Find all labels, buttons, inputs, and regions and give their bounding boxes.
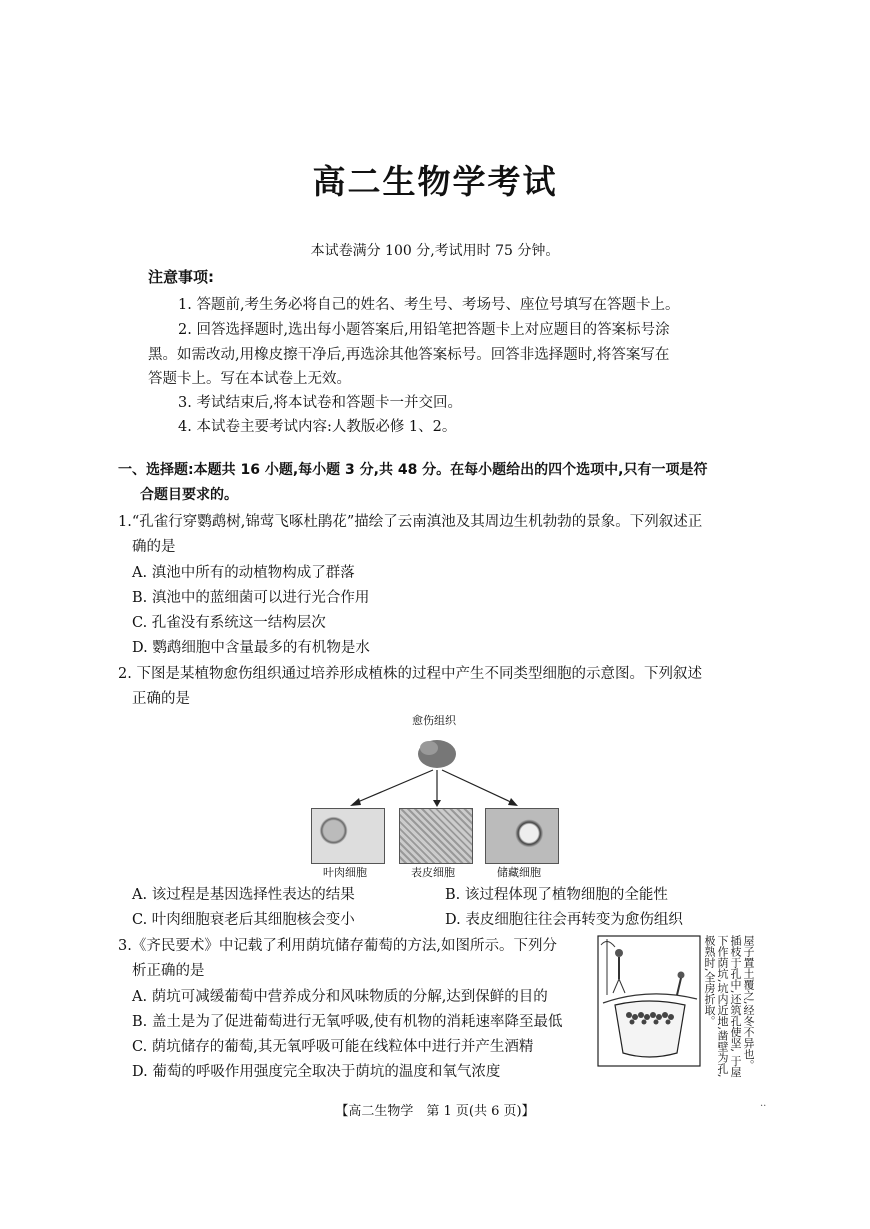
notice-item: 4. 本试卷主要考试内容:人教版必修 1、2。 [178, 419, 457, 435]
grape-pit-drawing [597, 935, 701, 1067]
q1-option-b: B. 滇池中的蓝细菌可以进行光合作用 [132, 590, 370, 606]
q3-option-a: A. 荫坑可减缓葡萄中营养成分和风味物质的分解,达到保鲜的目的 [132, 989, 548, 1005]
notice-item: 3. 考试结束后,将本试卷和答题卡一并交回。 [178, 395, 463, 411]
caption-col-1: 屋子置土覆之,经冬不异也。 [742, 935, 755, 1071]
epidermal-cell-image [399, 808, 473, 864]
arrow-to-mesophyll [353, 770, 433, 804]
figure-head-left [615, 949, 623, 957]
callus-highlight [420, 741, 438, 755]
caption-col-2: 插枝于孔中,还筑孔使坚, [729, 935, 742, 1052]
caption-col-3: 于屋下作荫坑,坑内近地,凿壁为孔, [716, 935, 742, 1078]
grape-pit-illustration [597, 935, 757, 1085]
arrow-to-storage [442, 770, 515, 804]
notice-heading: 注意事项: [148, 268, 214, 286]
callus-diagram [305, 712, 565, 880]
q2-option-b: B. 该过程体现了植物细胞的全能性 [445, 887, 668, 903]
q1-stem: 1.“孔雀行穿鹦鹉树,锦莺飞啄杜鹃花”描绘了云南滇池及其周边生机勃勃的景象。下列叙述正 [118, 514, 703, 530]
epidermal-cell-label: 表皮细胞 [411, 866, 455, 879]
q1-option-a: A. 滇池中所有的动植物构成了群落 [132, 565, 355, 581]
notice-item: 1. 答题前,考生务必将自己的姓名、考生号、考场号、座位号填写在答题卡上。 [178, 297, 680, 313]
storage-cell-label: 储藏细胞 [497, 866, 541, 879]
q1-option-d: D. 鹦鹉细胞中含量最多的有机物是水 [132, 640, 370, 656]
notice-item: 黑。如需改动,用橡皮擦干净后,再选涂其他答案标号。回答非选择题时,将答案写在 [148, 347, 670, 363]
footer-dots: .. [760, 1098, 767, 1109]
q1-option-c: C. 孔雀没有系统这一结构层次 [132, 615, 326, 631]
q2-stem: 2. 下图是某植物愈伤组织通过培养形成植株的过程中产生不同类型细胞的示意图。下列叙述 [118, 666, 702, 682]
q2-option-c: C. 叶肉细胞衰老后其细胞核会变小 [132, 912, 355, 928]
notice-item: 2. 回答选择题时,选出每小题答案后,用铅笔把答题卡上对应题目的答案标号涂 [178, 322, 670, 338]
illustration-caption [703, 935, 755, 1080]
callus-label: 愈伤组织 [412, 714, 456, 727]
notice-item: 答题卡上。写在本试卷上无效。 [148, 371, 351, 387]
figure-head-right [678, 972, 685, 979]
q1-stem-cont: 确的是 [132, 539, 176, 555]
q2-option-a: A. 该过程是基因选择性表达的结果 [132, 887, 355, 903]
q3-stem: 3.《齐民要术》中记载了利用荫坑储存葡萄的方法,如图所示。下列分 [118, 938, 557, 954]
caption-col-4: 极熟时,全房折取。 [703, 935, 716, 1027]
arrowhead-left [350, 798, 361, 806]
arrowhead-middle [433, 800, 441, 807]
storage-cell-image [485, 808, 559, 864]
section-heading: 一、选择题:本题共 16 小题,每小题 3 分,共 48 分。在每小题给出的四个选项中,只有一项是符 [118, 462, 708, 478]
arrowhead-right [508, 798, 518, 806]
exam-subtitle: 本试卷满分 100 分,考试用时 75 分钟。 [310, 243, 560, 259]
q2-stem-cont: 正确的是 [132, 691, 190, 707]
q3-option-b: B. 盖土是为了促进葡萄进行无氧呼吸,使有机物的消耗速率降至最低 [132, 1014, 563, 1030]
mesophyll-cell-label: 叶肉细胞 [323, 866, 367, 879]
exam-title: 高二生物学考试 [312, 162, 558, 201]
q3-stem-cont: 析正确的是 [132, 963, 205, 979]
q3-option-c: C. 荫坑储存的葡萄,其无氧呼吸可能在线粒体中进行并产生酒精 [132, 1039, 534, 1055]
page-footer: 【高二生物学 第 1 页(共 6 页)】 [335, 1104, 535, 1119]
pit-outline [615, 1001, 685, 1057]
mesophyll-cell-image [311, 808, 385, 864]
q3-option-d: D. 葡萄的呼吸作用强度完全取决于荫坑的温度和氧气浓度 [132, 1064, 501, 1080]
section-heading-cont: 合题目要求的。 [140, 487, 238, 503]
q2-option-d: D. 表皮细胞往往会再转变为愈伤组织 [445, 912, 683, 928]
